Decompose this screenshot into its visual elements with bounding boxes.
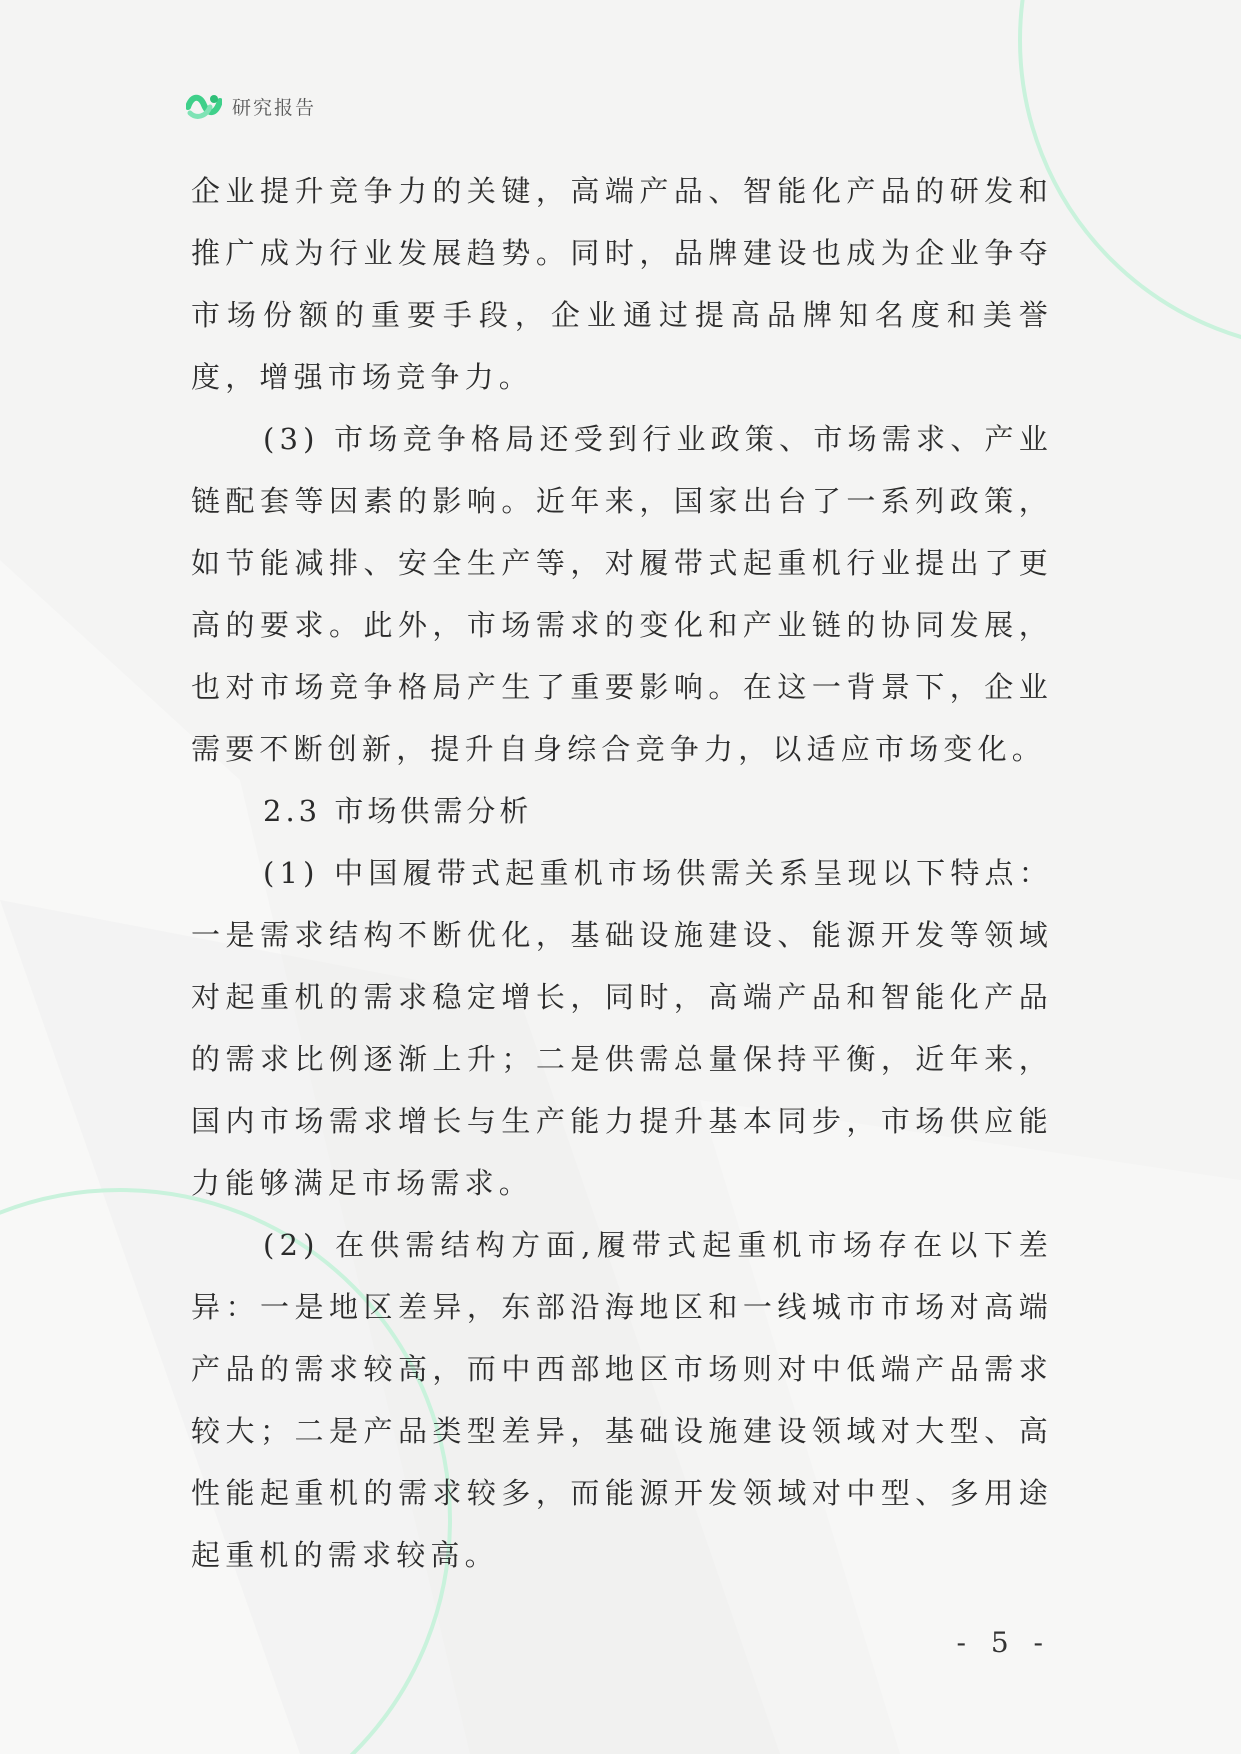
paragraph-supply-demand-features: (1) 中国履带式起重机市场供需关系呈现以下特点：一是需求结构不断优化，基础设施建设、能源开发等领域对起重机的需求稳定增长，同时，高端产品和智能化产品的需求比例逐渐上升；二是供需总量保持平衡，近年来，国内市场需求增长与生产能力提升基本同步，市场供应能力能够满足市场需求。 (191, 856, 1053, 1200)
document-body (191, 160, 1053, 1586)
paragraph-competition-factors: (3) 市场竞争格局还受到行业政策、市场需求、产业链配套等因素的影响。近年来，国家出台了一系列政策，如节能减排、安全生产等，对履带式起重机行业提出了更高的要求。此外，市场需求的变化和产业链的协同发展，也对市场竞争格局产生了重要影响。在这一背景下，企业需要不断创新，提升自身综合竞争力，以适应市场变化。 (191, 422, 1053, 766)
section-heading-supply-demand: 2.3 市场供需分析 (263, 794, 533, 828)
paragraph-intro-continued: 企业提升竞争力的关键，高端产品、智能化产品的研发和推广成为行业发展趋势。同时，品牌建设也成为企业争夺市场份额的重要手段，企业通过提高品牌知名度和美誉度，增强市场竞争力。 (191, 174, 1053, 394)
paragraph-supply-demand-structure: (2) 在供需结构方面,履带式起重机市场存在以下差异：一是地区差异，东部沿海地区和一线城市市场对高端产品的需求较高，而中西部地区市场则对中低端产品需求较大；二是产品类型差异，基础设施建设领域对大型、高性能起重机的需求较多，而能源开发领域对中型、多用途起重机的需求较高。 (191, 1228, 1053, 1572)
page-number: - 5 - (956, 1626, 1051, 1659)
header-label: 研究报告 (232, 96, 317, 119)
green-leaf-logo-icon (186, 91, 222, 121)
report-header (186, 86, 316, 126)
